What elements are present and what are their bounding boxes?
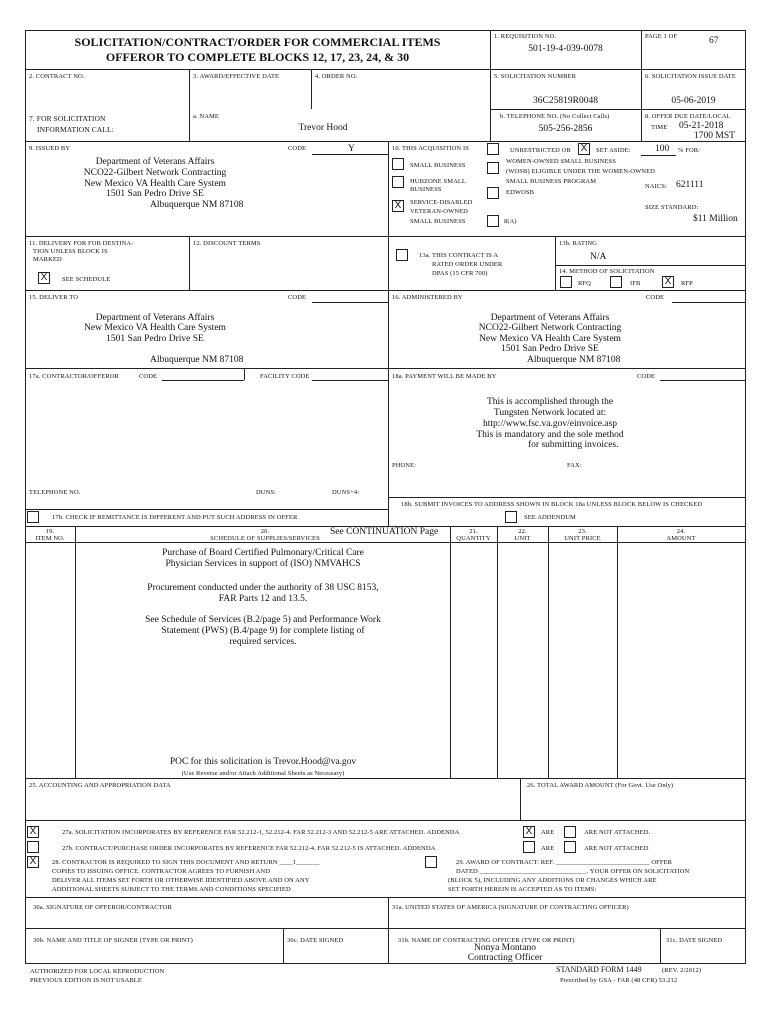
see-schedule-checkbox[interactable]: X bbox=[38, 272, 50, 284]
page-label: PAGE 1 OF bbox=[645, 33, 678, 40]
due-date: 05-21-2018 bbox=[679, 121, 724, 131]
divider bbox=[520, 778, 521, 820]
administered-by-code-label: CODE bbox=[646, 294, 665, 301]
contract-no-label: 2. CONTRACT NO. bbox=[29, 73, 85, 80]
info-call-label: 7. FOR SOLICITATION bbox=[29, 114, 106, 123]
standard-form-name: STANDARD FORM 1449 bbox=[556, 965, 642, 974]
payment-instruction: Tungsten Network located at: bbox=[493, 408, 607, 418]
delivery-label: 11. DELIVERY FOR FOB DESTINA- bbox=[29, 240, 134, 247]
contact-name: Trevor Hood bbox=[298, 123, 348, 133]
sdvosb-label: SMALL BUSINESS bbox=[410, 218, 466, 225]
admin-address-line: Albuquerque NM 87108 bbox=[527, 355, 621, 365]
col-quantity: QUANTITY bbox=[456, 535, 491, 542]
footer-edition: PREVIOUS EDITION IS NOT USABLE bbox=[30, 977, 142, 984]
deliver-to-label: 15. DELIVER TO bbox=[29, 294, 79, 301]
code-underline bbox=[312, 380, 388, 381]
28-label: 28. CONTRACTOR IS REQUIRED TO SIGN THIS DOCUMENT AND RETURN ____1_______ bbox=[52, 859, 320, 866]
admin-address-line: NCO22-Gilbert Network Contracting bbox=[478, 323, 622, 333]
divider bbox=[555, 236, 556, 290]
submit-invoices-label: 18b. SUBMIT INVOICES TO ADDRESS SHOWN IN BLOCK 18a UNLESS BLOCK BELOW IS CHECKED bbox=[401, 501, 703, 508]
contractor-label: 17a. CONTRACTOR/OFFEROR bbox=[29, 373, 119, 380]
delivery-label: MARKED bbox=[33, 256, 62, 263]
rfp-label: RFP bbox=[681, 280, 693, 287]
see-addendum-checkbox[interactable] bbox=[505, 511, 517, 523]
deliver-address-line: Department of Veterans Affairs bbox=[95, 313, 215, 323]
payment-instruction: This is mandatory and the sole method bbox=[476, 430, 624, 440]
divider bbox=[25, 290, 746, 291]
27b-are-not-label: ARE NOT ATTACHED bbox=[584, 845, 649, 852]
divider bbox=[450, 526, 451, 778]
form-border-top bbox=[25, 30, 746, 31]
divider bbox=[548, 526, 549, 778]
divider bbox=[189, 69, 190, 141]
payment-url[interactable]: http://www.fsc.va.gov/einvoice.asp bbox=[483, 419, 617, 429]
phone-label: PHONE: bbox=[392, 462, 417, 469]
deliver-address-line: New Mexico VA Health Care System bbox=[84, 323, 226, 333]
8a-label: 8(A) bbox=[504, 218, 517, 225]
divider bbox=[388, 497, 746, 498]
rated-order-label: RATED ORDER UNDER bbox=[432, 261, 503, 268]
divider bbox=[25, 897, 746, 898]
administered-by-label: 16. ADMINISTERED BY bbox=[392, 294, 463, 301]
method-label: 14. METHOD OF SOLICITATION bbox=[559, 268, 655, 275]
info-call-label: INFORMATION CALL: bbox=[37, 125, 114, 134]
rfq-label: RFQ bbox=[578, 280, 591, 287]
percent-underline bbox=[641, 155, 676, 156]
code-underline bbox=[312, 302, 388, 303]
col-unit: 22. bbox=[518, 528, 527, 535]
order-no-label: 4. ORDER NO. bbox=[315, 73, 358, 80]
issuer-address-line: NCO22-Gilbert Network Contracting bbox=[83, 168, 227, 178]
28-label: ADDITIONAL SHEETS SUBJECT TO THE TERMS AND CONDITIONS SPECIFIED bbox=[52, 886, 291, 893]
col-amount: AMOUNT bbox=[666, 535, 696, 542]
hubzone-label: HUBZONE SMALL bbox=[410, 178, 467, 185]
divider bbox=[25, 928, 746, 929]
hubzone-checkbox[interactable] bbox=[392, 176, 404, 188]
set-aside-label: SET ASIDE: bbox=[596, 147, 631, 154]
duns4-label: DUNS+4: bbox=[332, 489, 360, 496]
issue-date-label: 6. SOLICITATION ISSUE DATE bbox=[645, 73, 736, 80]
payment-instruction: This is accomplished through the bbox=[486, 397, 614, 407]
divider bbox=[25, 69, 746, 70]
29-label: DATED ________________________________. YOUR OFFER ON SOLICITATION bbox=[456, 868, 690, 875]
phone-label: b. TELEPHONE NO. (No Collect Calls) bbox=[500, 113, 610, 120]
set-aside-checkbox[interactable]: X bbox=[578, 143, 590, 155]
28-label: COPIES TO ISSUING OFFICE. CONTRACTOR AGREES TO FURNISH AND bbox=[52, 868, 271, 875]
27a-label: 27a. SOLICITATION INCORPORATES BY REFERENCE FAR 52.212-1, 52.212-4. FAR 52.212-3 AND 52.212-5 ARE ATTACHED. ADDENDA bbox=[62, 829, 460, 836]
sdvosb-checkbox[interactable]: X bbox=[392, 200, 404, 212]
schedule-description: Physician Services in support of (ISO) NMVAHCS bbox=[165, 559, 361, 569]
divider bbox=[388, 141, 389, 526]
size-standard-label: SIZE STANDARD: bbox=[645, 204, 699, 211]
27a-are-label: ARE bbox=[541, 829, 555, 836]
unrestricted-label: UNRESTRICTED OR bbox=[510, 147, 571, 154]
fax-label: FAX: bbox=[567, 462, 582, 469]
29-checkbox[interactable] bbox=[425, 856, 437, 868]
continuation-note: See CONTINUATION Page bbox=[330, 527, 439, 537]
admin-address-line: New Mexico VA Health Care System bbox=[479, 334, 621, 344]
due-time-label: TIME bbox=[651, 124, 668, 131]
schedule-description: See Schedule of Services (B.2/page 5) and Performance Work bbox=[145, 615, 381, 625]
payment-instruction: for submitting invoices. bbox=[528, 440, 619, 450]
divider bbox=[388, 897, 389, 963]
rated-order-label: DPAS (15 CFR 700) bbox=[432, 270, 488, 277]
divider bbox=[25, 778, 746, 779]
delivery-label: TION UNLESS BLOCK IS bbox=[33, 248, 108, 255]
percent-for-label: % FOR: bbox=[678, 147, 701, 154]
31c-date-label: 31c. DATE SIGNED bbox=[666, 937, 723, 944]
rating-value: N/A bbox=[590, 252, 607, 262]
divider bbox=[490, 109, 746, 110]
divider bbox=[25, 820, 746, 821]
solicitation-no-label: 5. SOLICITATION NUMBER bbox=[494, 73, 577, 80]
remittance-checkbox[interactable] bbox=[27, 511, 39, 523]
sdvosb-label: SERVICE-DISABLED bbox=[410, 199, 473, 206]
col-unit: UNIT bbox=[514, 535, 531, 542]
27a-checkbox[interactable]: X bbox=[27, 826, 39, 838]
divider bbox=[311, 69, 312, 109]
sdvosb-label: VETERAN-OWNED bbox=[410, 208, 468, 215]
duns-label: DUNS: bbox=[256, 489, 277, 496]
27b-label: 27b. CONTRACT/PURCHASE ORDER INCORPORATES BY REFERENCE FAR 52.212-4. FAR 52.212-5 IS ATTACHED. ADDENDA bbox=[62, 845, 436, 852]
signer-name-label: 30b. NAME AND TITLE OF SIGNER (TYPE OR PRINT) bbox=[33, 937, 193, 944]
27b-checkbox[interactable] bbox=[27, 841, 39, 853]
offeror-signature-label: 30a. SIGNATURE OF OFFEROR/CONTRACTOR bbox=[33, 904, 172, 911]
code-underline bbox=[672, 302, 746, 303]
form-subtitle: OFFEROR TO COMPLETE BLOCKS 12, 17, 23, 24, & 30 bbox=[105, 50, 410, 64]
acquisition-label: 10. THIS ACQUISITION IS bbox=[392, 145, 469, 152]
29-label: SET FORTH HEREIN IS ACCEPTED AS TO ITEMS: bbox=[448, 886, 597, 893]
rfq-checkbox[interactable] bbox=[560, 276, 572, 288]
29-label: (BLOCK 5), INCLUDING ANY ADDITIONS OR CHANGES WHICH ARE bbox=[448, 877, 657, 884]
28-checkbox[interactable]: X bbox=[27, 856, 39, 868]
total-award-label: 26. TOTAL AWARD AMOUNT (For Govt. Use Only) bbox=[527, 782, 674, 789]
facility-code-label: FACILITY CODE bbox=[260, 373, 310, 380]
see-addendum-label: SEE ADDENDUM bbox=[524, 514, 576, 521]
requisition-number: 501-19-4-039-0078 bbox=[528, 44, 603, 54]
footer-reproduction: AUTHORIZED FOR LOCAL REPRODUCTION bbox=[30, 968, 165, 975]
award-date-label: 3. AWARD/EFFECTIVE DATE bbox=[193, 73, 280, 80]
small-business-checkbox[interactable] bbox=[392, 158, 404, 170]
schedule-description: Procurement conducted under the authority of 38 USC 8153, bbox=[147, 583, 379, 593]
discount-terms-label: 12. DISCOUNT TERMS bbox=[193, 240, 261, 247]
due-time: 1700 MST bbox=[694, 131, 735, 141]
issuer-address-line: Department of Veterans Affairs bbox=[95, 157, 215, 167]
contact-phone: 505-256-2856 bbox=[538, 124, 593, 134]
deliver-to-code-label: CODE bbox=[288, 294, 307, 301]
27a-are-checkbox[interactable]: X bbox=[523, 826, 535, 838]
wosb-label: (WOSB) ELIGIBLE UNDER THE WOMEN-OWNED bbox=[506, 168, 655, 175]
schedule-description: Purchase of Board Certified Pulmonary/Critical Care bbox=[162, 548, 364, 558]
naics-code: 621111 bbox=[676, 180, 704, 190]
divider bbox=[641, 69, 642, 141]
edwosb-label: EDWOSB bbox=[506, 189, 535, 196]
col-schedule: 20. bbox=[260, 528, 270, 535]
officer-name-label: 31b. NAME OF CONTRACTING OFFICER (TYPE OR PRINT) bbox=[398, 937, 575, 944]
wosb-label: SMALL BUSINESS PROGRAM bbox=[506, 178, 597, 185]
name-label: a. NAME bbox=[193, 113, 219, 120]
form-title: SOLICITATION/CONTRACT/ORDER FOR COMMERCIAL ITEMS bbox=[74, 35, 441, 49]
27b-are-checkbox[interactable] bbox=[523, 841, 535, 853]
issued-by-code-label: CODE bbox=[288, 145, 307, 152]
unrestricted-checkbox[interactable] bbox=[487, 143, 499, 155]
payment-code-label: CODE bbox=[637, 373, 656, 380]
code-underline bbox=[244, 368, 245, 380]
solicitation-number: 36C25819R0048 bbox=[533, 96, 598, 106]
contracting-officer-title: Contracting Officer bbox=[467, 953, 543, 963]
27b-are-not-checkbox[interactable] bbox=[564, 841, 576, 853]
8a-checkbox[interactable] bbox=[487, 215, 499, 227]
page-total: 67 bbox=[709, 36, 719, 46]
edwosb-checkbox[interactable] bbox=[487, 187, 499, 199]
size-standard: $11 Million bbox=[693, 214, 738, 224]
ifb-checkbox[interactable] bbox=[610, 276, 622, 288]
28-label: DELIVER ALL ITEMS SET FORTH OR OTHERWISE IDENTIFIED ABOVE AND ON ANY bbox=[52, 877, 310, 884]
issued-by-label: 9. ISSUED BY bbox=[29, 145, 71, 152]
27a-are-not-label: ARE NOT ATTACHED. bbox=[584, 829, 651, 836]
contractor-code-label: CODE bbox=[139, 373, 158, 380]
deliver-address-line: 1501 San Pedro Drive SE bbox=[106, 334, 204, 344]
form-border-left bbox=[25, 30, 26, 963]
issuer-address-line: 1501 San Pedro Drive SE bbox=[106, 189, 204, 199]
divider bbox=[25, 509, 388, 510]
divider bbox=[555, 265, 746, 266]
wosb-label: WOMEN-OWNED SMALL BUSINESS bbox=[506, 158, 616, 165]
wosb-checkbox[interactable] bbox=[487, 162, 499, 174]
divider bbox=[497, 526, 498, 778]
col-unit-price: 23. bbox=[578, 528, 587, 535]
code-underline bbox=[162, 380, 244, 381]
rating-label: 13b. RATING bbox=[559, 240, 597, 247]
issuer-address-line: New Mexico VA Health Care System bbox=[84, 179, 226, 189]
divider bbox=[189, 236, 190, 290]
naics-label: NAICS: bbox=[645, 183, 667, 190]
schedule-description: Statement (PWS) (B.4/page 9) for complete listing of bbox=[161, 626, 365, 636]
col-item-no: ITEM NO. bbox=[35, 535, 65, 542]
deliver-address-line: Albuquerque NM 87108 bbox=[150, 355, 244, 365]
rated-order-label: 13a. THIS CONTRACT IS A bbox=[419, 252, 499, 259]
col-unit-price: UNIT PRICE bbox=[564, 535, 601, 542]
divider bbox=[25, 368, 746, 369]
divider bbox=[660, 928, 661, 963]
set-aside-percent: 100 bbox=[655, 144, 670, 154]
divider bbox=[641, 30, 642, 69]
col-schedule: SCHEDULE OF SUPPLIES/SERVICES bbox=[210, 535, 320, 542]
schedule-description: required services. bbox=[229, 637, 297, 647]
form-revision: (REV. 2/2012) bbox=[662, 967, 702, 974]
col-quantity: 21. bbox=[469, 528, 478, 535]
small-business-label: SMALL BUSINESS bbox=[410, 162, 466, 169]
hubzone-label: BUSINESS bbox=[410, 186, 442, 193]
due-date-label: 8. OFFER DUE DATE/LOCAL bbox=[645, 113, 731, 120]
form-prescribed: Prescribed by GSA - FAR (48 CFR) 53.212 bbox=[560, 977, 678, 984]
telephone-label: TELEPHONE NO. bbox=[29, 489, 81, 496]
divider bbox=[283, 928, 284, 963]
payment-label: 18a. PAYMENT WILL BE MADE BY bbox=[392, 373, 497, 380]
reverse-note: (Use Reverse and/or Attach Additional Sheets as Necessary) bbox=[181, 770, 345, 777]
remittance-label: 17b. CHECK IF REMITTANCE IS DIFFERENT AND PUT SUCH ADDRESS IN OFFER bbox=[52, 514, 298, 521]
27b-are-label: ARE bbox=[541, 845, 555, 852]
poc-note: POC for this solicitation is Trevor.Hood@va.gov bbox=[169, 757, 357, 767]
rfp-checkbox[interactable]: X bbox=[662, 276, 674, 288]
divider bbox=[25, 141, 746, 142]
29-label: 29. AWARD OF CONTRACT: REF. ____________________________ OFFER bbox=[456, 859, 673, 866]
code-underline bbox=[660, 380, 746, 381]
divider bbox=[490, 30, 491, 69]
27a-are-not-checkbox[interactable] bbox=[564, 826, 576, 838]
issuer-address-line: Albuquerque NM 87108 bbox=[150, 200, 244, 210]
see-schedule-label: SEE SCHEDULE bbox=[62, 276, 111, 283]
schedule-description: FAR Parts 12 and 13.5. bbox=[218, 594, 308, 604]
col-amount: 24. bbox=[676, 528, 686, 535]
issue-date: 05-06-2019 bbox=[671, 96, 716, 106]
admin-address-line: 1501 San Pedro Drive SE bbox=[501, 344, 599, 354]
col-item-no: 19. bbox=[45, 528, 55, 535]
rated-order-checkbox[interactable] bbox=[396, 249, 408, 261]
30c-date-label: 30c. DATE SIGNED bbox=[287, 937, 344, 944]
usa-signature-label: 31a. UNITED STATES OF AMERICA (SIGNATURE OF CONTRACTING OFFICER) bbox=[392, 904, 629, 911]
form-border-bottom bbox=[25, 963, 746, 964]
requisition-label: 1. REQUISITION NO. bbox=[494, 33, 557, 40]
divider bbox=[617, 526, 618, 778]
admin-address-line: Department of Veterans Affairs bbox=[490, 313, 610, 323]
issued-by-code: Y bbox=[348, 144, 355, 154]
contracting-officer-name: Nonya Montano bbox=[473, 943, 536, 953]
divider bbox=[490, 69, 491, 141]
accounting-label: 25. ACCOUNTING AND APPROPRIATION DATA bbox=[29, 782, 171, 789]
divider bbox=[25, 236, 746, 237]
ifb-label: IFB bbox=[630, 280, 641, 287]
